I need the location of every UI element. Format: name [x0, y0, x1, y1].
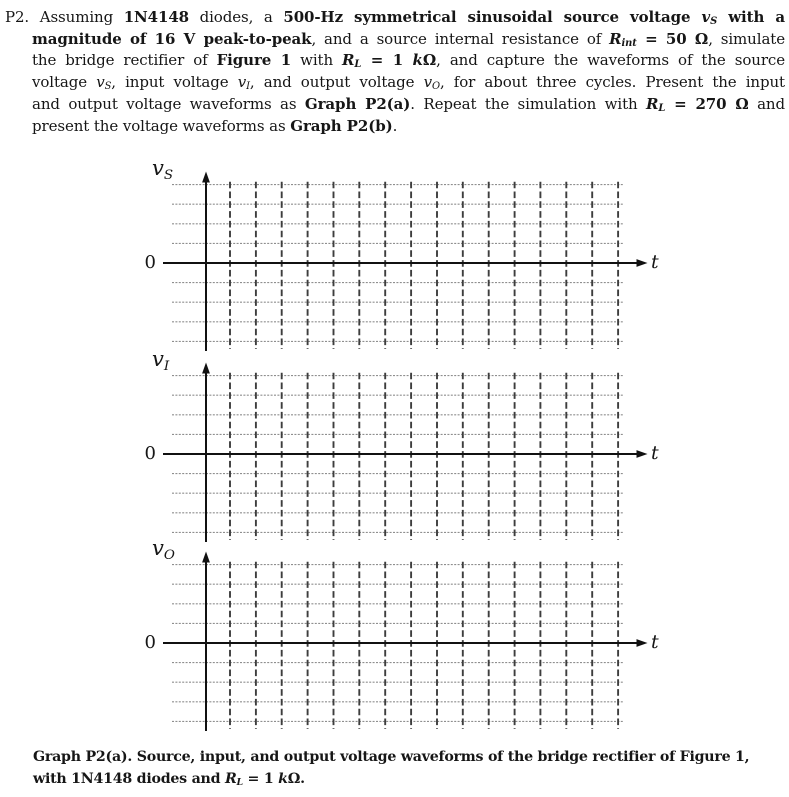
t-axis-label: t [651, 631, 659, 653]
problem-line: and output voltage waveforms as Graph P2(a). Repeat the simulation with $R_L = 270$ Ω and [32, 94, 785, 114]
problem-line: the bridge rectifier of Figure 1 with $R_L = 1$ kΩ, and capture the waveforms of the source [32, 51, 785, 71]
problem-line: present the voltage waveforms as Graph P2(b). [32, 116, 398, 135]
caption-line: with 1N4148 diodes and $R_L = 1$ kΩ. [33, 771, 305, 789]
graph-vi [0, 348, 789, 553]
waveform-grid [140, 356, 700, 546]
y-axis-subscript: I [163, 358, 170, 374]
t-axis-label: t [651, 251, 659, 273]
problem-statement [5, 7, 785, 137]
figure-caption [33, 746, 785, 790]
problem-line: magnitude of 16 V peak-to-peak, and a source internal resistance of $R_{int} = 50$ Ω, simulate [32, 29, 785, 49]
origin-label: 0 [144, 632, 156, 653]
caption-line: Graph P2(a). Source, input, and output voltage waveforms of the bridge rectifier of Figure 1, [33, 749, 750, 765]
waveform-grid [140, 165, 700, 355]
problem-line: voltage $v_S$, input voltage $v_I$, and output voltage $v_O$, for about three cycles. Present the input [32, 73, 785, 93]
origin-label: 0 [144, 252, 156, 273]
t-axis-label: t [651, 442, 659, 464]
y-axis-subscript: S [163, 167, 174, 183]
problem-line: P2. Assuming 1N4148 diodes, a 500-Hz symmetrical sinusoidal source voltage $v_S$ with a [5, 8, 785, 28]
y-axis-subscript: O [163, 547, 175, 563]
y-axis-variable: v [152, 156, 164, 180]
graph-vs [0, 157, 789, 362]
y-axis-variable: v [152, 536, 164, 560]
waveform-grid [140, 545, 700, 735]
y-axis-variable: v [152, 347, 164, 371]
graph-vo [0, 537, 789, 742]
origin-label: 0 [144, 443, 156, 464]
